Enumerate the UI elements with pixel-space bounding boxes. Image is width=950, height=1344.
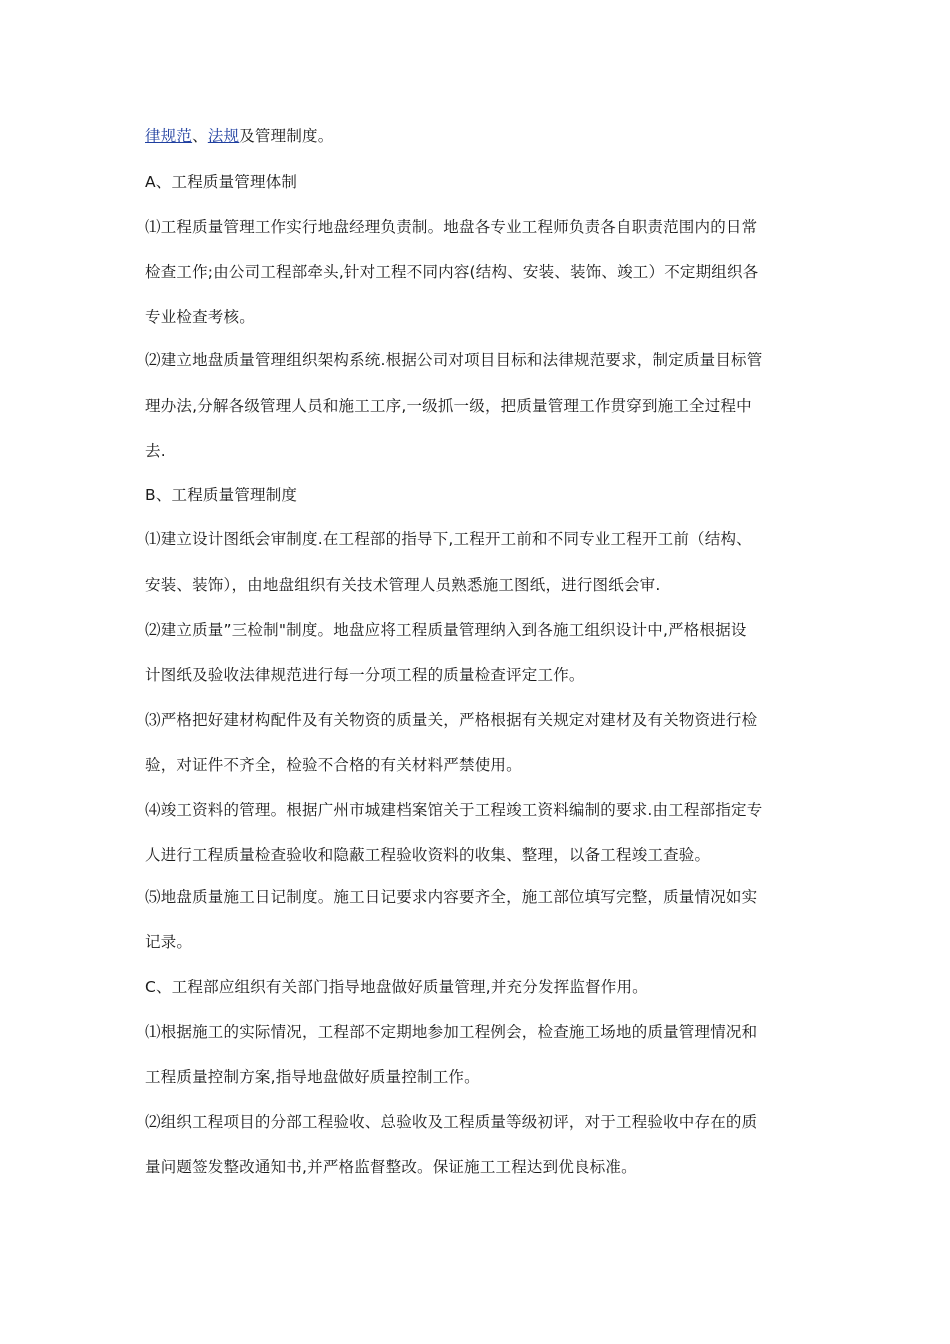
paragraph-line: ⑴根据施工的实际情况，工程部不定期地参加工程例会，检查施工场地的质量管理情况和 <box>145 1023 758 1041</box>
paragraph-line: 验，对证件不齐全，检验不合格的有关材料严禁使用。 <box>145 756 522 774</box>
law-link[interactable]: 法规 <box>207 127 240 145</box>
paragraph-line: 人进行工程质量检查验收和隐蔽工程验收资料的收集、整理，以备工程竣工查验。 <box>145 846 711 864</box>
intro-rest-text: 及管理制度。 <box>239 127 334 145</box>
section-heading-b: B、工程质量管理制度 <box>145 486 298 504</box>
paragraph-line: 专业检查考核。 <box>145 308 255 326</box>
paragraph-line: ⑶严格把好建材构配件及有关物资的质量关，严格根据有关规定对建材及有关物资进行检 <box>145 711 758 729</box>
paragraph-line: 去. <box>145 442 166 460</box>
section-heading-c: C、工程部应组织有关部门指导地盘做好质量管理,并充分发挥监督作用。 <box>145 978 648 996</box>
paragraph-line: ⑸地盘质量施工日记制度。施工日记要求内容要齐全，施工部位填写完整，质量情况如实 <box>145 888 758 906</box>
paragraph-line: 计图纸及验收法律规范进行每一分项工程的质量检查评定工作。 <box>145 666 585 684</box>
paragraph-line: ⑴工程质量管理工作实行地盘经理负责制。地盘各专业工程师负责各自职责范围内的日常 <box>145 218 758 236</box>
regulation-link[interactable]: 律规范 <box>145 127 193 145</box>
paragraph-line: 工程质量控制方案,指导地盘做好质量控制工作。 <box>145 1068 480 1086</box>
paragraph-line: ⑵建立质量”三检制"制度。地盘应将工程质量管理纳入到各施工组织设计中,严格根据设 <box>145 621 747 639</box>
paragraph-line: ⑷竣工资料的管理。根据广州市城建档案馆关于工程竣工资料编制的要求.由工程部指定专 <box>145 801 763 819</box>
intro-line <box>145 125 825 147</box>
paragraph-line: 记录。 <box>145 933 193 951</box>
paragraph-line: ⑴建立设计图纸会审制度.在工程部的指导下,工程开工前和不同专业工程开工前（结构、 <box>145 530 752 548</box>
paragraph-line: ⑵组织工程项目的分部工程验收、总验收及工程质量等级初评，对于工程验收中存在的质 <box>145 1113 758 1131</box>
paragraph-line: 量问题签发整改通知书,并严格监督整改。保证施工工程达到优良标准。 <box>145 1158 637 1176</box>
paragraph-line: 检查工作;由公司工程部牵头,针对工程不同内容(结构、安装、装饰、竣工）不定期组织各 <box>145 263 759 281</box>
paragraph-line: ⑵建立地盘质量管理组织架构系统.根据公司对项目目标和法律规范要求，制定质量目标管 <box>145 351 763 369</box>
paragraph-line: 安装、装饰），由地盘组织有关技术管理人员熟悉施工图纸，进行图纸会审. <box>145 576 661 594</box>
paragraph-line: 理办法,分解各级管理人员和施工工序,一级抓一级，把质量管理工作贯穿到施工全过程中 <box>145 397 752 415</box>
separator-text: 、 <box>192 127 208 145</box>
section-heading-a: A、工程质量管理体制 <box>145 173 298 191</box>
